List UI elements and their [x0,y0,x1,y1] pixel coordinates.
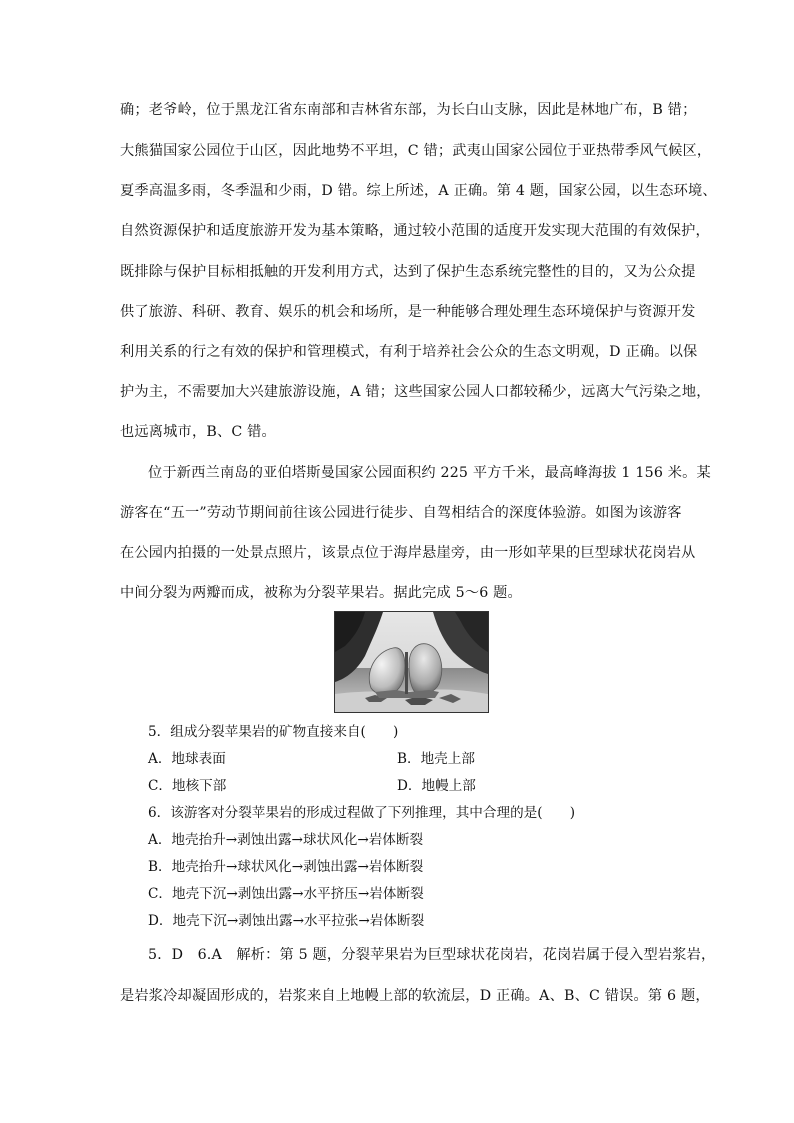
option-b: B．地壳抬升→球状风化→剥蚀出露→岩体断裂 [148,859,424,875]
analysis-line: 也远离城市，B、C 错。 [120,424,276,440]
analysis-line: 既排除与保护目标相抵触的开发利用方式，达到了保护生态系统完整性的目的，又为公众提 [120,264,696,280]
answer-line: 5．D 6.A 解析：第 5 题，分裂苹果岩为巨型球状花岗岩，花岗岩属于侵入型岩浆岩， [148,947,716,963]
option-c: C．地核下部 [148,778,227,794]
passage-line: 游客在“五一”劳动节期间前往该公园进行徒步、自驾相结合的深度体验游。如图为该游客 [120,505,682,521]
analysis-line: 大熊猫国家公园位于山区，因此地势不平坦，C 错；武夷山国家公园位于亚热带季风气候区， [120,143,712,159]
analysis-line: 确；老爷岭，位于黑龙江省东南部和吉林省东部，为长白山支脉，因此是林地广布，B 错； [120,102,697,118]
question-stem: 5．组成分裂苹果岩的矿物直接来自( ) [148,724,399,740]
passage-line: 位于新西兰南岛的亚伯塔斯曼国家公园面积约 225 平方千米，最高峰海拔 1 156 米。某 [148,465,711,481]
passage-line: 在公园内拍摄的一处景点照片，该景点位于海岸悬崖旁，由一形如苹果的巨型球状花岗岩从 [120,545,696,561]
answer-line: 是岩浆冷却凝固形成的，岩浆来自上地幔上部的软流层，D 正确。A、B、C 错误。第 6 题， [120,988,710,1004]
analysis-line: 护为主，不需要加大兴建旅游设施，A 错；这些国家公园人口都较稀少，远离大气污染之地， [120,384,711,400]
analysis-line: 自然资源保护和适度旅游开发为基本策略，通过较小范围的适度开发实现大范围的有效保护， [120,223,710,239]
question-stem: 6．该游客对分裂苹果岩的形成过程做了下列推理，其中合理的是( ) [148,805,576,821]
analysis-line: 夏季高温多雨，冬季温和少雨，D 错。综上所述，A 正确。第 4 题，国家公园，以生态环境、 [120,183,717,199]
option-d: D．地壳下沉→剥蚀出露→水平拉张→岩体断裂 [148,913,425,929]
option-a: A．地球表面 [148,751,226,767]
option-b: B．地壳上部 [397,751,475,767]
option-a: A．地壳抬升→剥蚀出露→球状风化→岩体断裂 [148,832,424,848]
option-d: D．地幔上部 [397,778,476,794]
analysis-line: 利用关系的行之有效的保护和管理模式，有利于培养社会公众的生态文明观，D 正确。以保 [120,344,698,360]
passage-line: 中间分裂为两瓣而成，被称为分裂苹果岩。据此完成 5～6 题。 [120,585,522,601]
option-c: C．地壳下沉→剥蚀出露→水平挤压→岩体断裂 [148,886,424,902]
split-apple-rock-photo [334,611,489,713]
analysis-line: 供了旅游、科研、教育、娱乐的机会和场所，是一种能够合理处理生态环境保护与资源开发 [120,304,696,320]
